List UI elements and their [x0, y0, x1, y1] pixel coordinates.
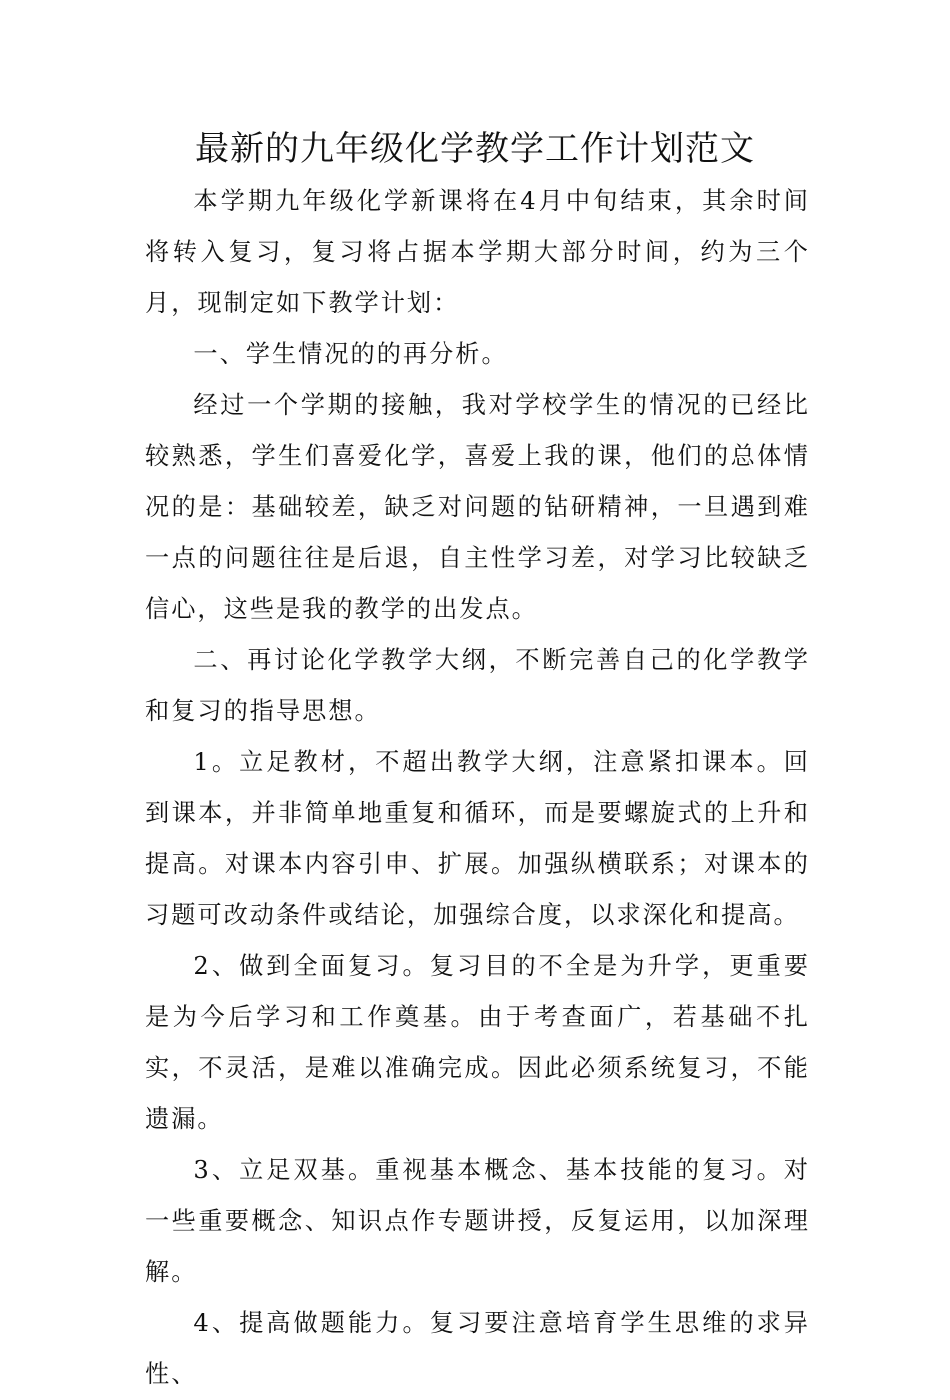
paragraph-item-1: 1。立足教材，不超出教学大纲，注意紧扣课本。回到课本，并非简单地重复和循环，而是要螺旋式的上升和提高。对课本内容引申、扩展。加强纵横联系；对课本的习题可改动条件或结论，加强综合度，以求深化和提高。: [145, 748, 810, 929]
paragraph-item-2: 2、做到全面复习。复习目的不全是为升学，更重要是为今后学习和工作奠基。由于考查面广，若基础不扎实，不灵活，是难以准确完成。因此必须系统复习，不能遗漏。: [145, 952, 810, 1133]
paragraph-section-1-heading: 一、学生情况的的再分析。: [193, 340, 508, 368]
paragraph-item-4: 4、提高做题能力。复习要注意培育学生思维的求异性、: [145, 1309, 810, 1388]
paragraph-item-3: 3、立足双基。重视基本概念、基本技能的复习。对一些重要概念、知识点作专题讲授，反复运用，以加深理解。: [145, 1156, 810, 1286]
paragraph-student-analysis: 经过一个学期的接触，我对学校学生的情况的已经比较熟悉，学生们喜爱化学，喜爱上我的课，他们的总体情况的是：基础较差，缺乏对问题的钻研精神，一旦遇到难一点的问题往往是后退，自主性学习差，对学习比较缺乏信心，这些是我的教学的出发点。: [145, 391, 810, 623]
paragraph-intro: 本学期九年级化学新课将在4月中旬结束，其余时间将转入复习，复习将占据本学期大部分时间，约为三个月，现制定如下教学计划：: [145, 187, 810, 317]
document-body: [145, 176, 810, 1400]
document-title: 最新的九年级化学教学工作计划范文: [195, 129, 755, 169]
paragraph-section-2-heading: 二、再讨论化学教学大纲，不断完善自己的化学教学和复习的指导思想。: [145, 646, 810, 725]
